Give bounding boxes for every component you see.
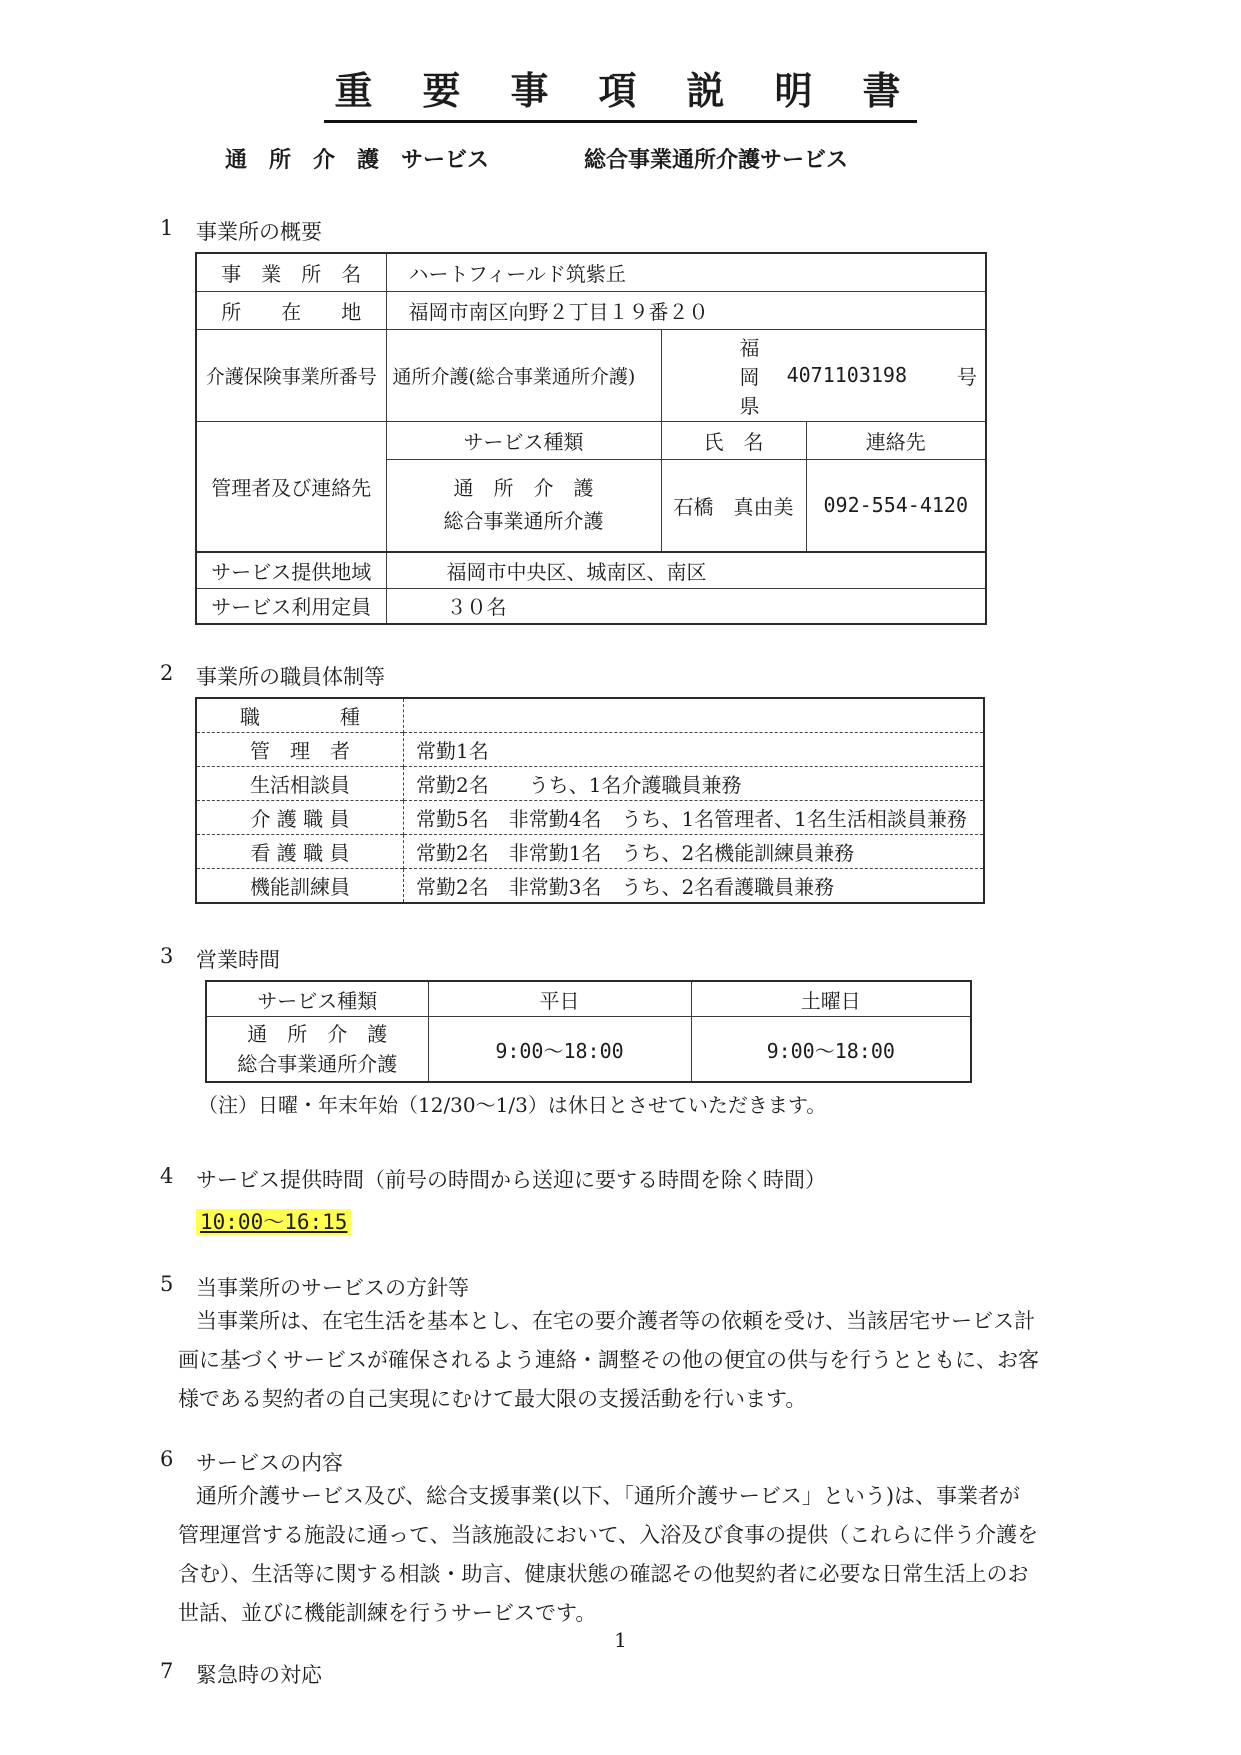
hours-service-types (206, 1017, 428, 1083)
title-block (0, 0, 1241, 123)
section-6-title: サービスの内容 (196, 1451, 343, 1475)
license-number-cell (661, 329, 986, 421)
staff-role: 看 護 職 員 (196, 835, 404, 869)
table-row (196, 733, 984, 767)
staff-detail: 常勤2名 非常勤3名 うち、2名看護職員兼務 (404, 869, 985, 904)
staff-role: 管 理 者 (196, 733, 404, 767)
table-row (196, 835, 984, 869)
service-type-line2: 総合事業通所介護 (443, 509, 604, 534)
hours-service-line1: 通 所 介 護 (247, 1022, 388, 1046)
office-name-value: ハートフィールド筑紫丘 (386, 253, 986, 291)
section-4-heading (160, 1164, 1241, 1194)
section-3-number: 3 (160, 944, 174, 968)
paragraph-line: 様である契約者の自己実現にむけて最大限の支援活動を行います。 (178, 1387, 807, 1411)
manager-contact-label: 管理者及び連絡先 (196, 421, 386, 552)
page-number: 1 (614, 1628, 627, 1652)
hours-col-saturday: 土曜日 (691, 981, 971, 1017)
section-6-number: 6 (160, 1447, 174, 1471)
saturday-hours-value: 9:00～18:00 (691, 1017, 971, 1083)
service-time-line (196, 1206, 1241, 1236)
section-7-heading (160, 1659, 1241, 1689)
section-3-heading (160, 944, 1241, 974)
table-row (196, 767, 984, 801)
table-row (196, 588, 986, 624)
capacity-label: サービス利用定員 (196, 588, 386, 624)
table-row (196, 552, 986, 588)
table-row (196, 291, 986, 329)
paragraph-line: 管理運営する施設に通って、当該施設において、入浴及び食事の提供（これらに伴う介護を (178, 1523, 1039, 1547)
staffing-table (195, 697, 985, 904)
staff-role: 介 護 職 員 (196, 801, 404, 835)
license-prefecture: 福岡県 (739, 335, 760, 418)
table-row (206, 1017, 971, 1083)
section-7-title: 緊急時の対応 (196, 1663, 322, 1687)
staff-detail: 常勤1名 (404, 733, 985, 767)
office-overview-table (195, 252, 987, 625)
staff-detail-header (404, 698, 985, 733)
section-7-number: 7 (160, 1659, 174, 1683)
manager-service-types (386, 459, 661, 552)
service-type-header: サービス種類 (386, 421, 661, 459)
contact-header: 連絡先 (806, 421, 986, 459)
table-row (196, 253, 986, 291)
section-5-title: 当事業所のサービスの方針等 (196, 1276, 469, 1300)
paragraph-line: 当事業所は、在宅生活を基本とし、在宅の要介護者等の依頼を受け、当該居宅サービス計 (196, 1309, 1036, 1333)
name-header: 氏 名 (661, 421, 806, 459)
license-suffix: 号 (957, 364, 977, 389)
staff-role: 機能訓練員 (196, 869, 404, 904)
holiday-note: （注）日曜・年末年始（12/30～1/3）は休日とさせていただきます。 (198, 1093, 827, 1117)
license-number-label: 介護保険事業所番号 (196, 329, 386, 421)
section-1-heading (160, 216, 1241, 246)
section-4-title: サービス提供時間（前号の時間から送迎に要する時間を除く時間） (196, 1168, 826, 1192)
section-2-title: 事業所の職員体制等 (196, 665, 385, 689)
section-2-heading (160, 661, 1241, 691)
paragraph-line: 世話、並びに機能訓練を行うサービスです。 (178, 1601, 597, 1625)
capacity-value: ３０名 (386, 588, 986, 624)
hours-service-line2: 総合事業通所介護 (237, 1052, 398, 1076)
weekday-hours-value: 9:00～18:00 (428, 1017, 691, 1083)
table-row (196, 801, 984, 835)
section-5-heading (160, 1272, 1241, 1302)
paragraph-line: 画に基づくサービスが確保されるよう連絡・調整その他の便宜の供与を行うとともに、お客 (178, 1348, 1039, 1372)
table-row (196, 421, 986, 459)
table-row (196, 869, 984, 904)
section-1-title: 事業所の概要 (196, 220, 322, 244)
subtitle-service-right: 総合事業通所介護サービス (584, 147, 849, 173)
office-name-label: 事 業 所 名 (196, 253, 386, 291)
policy-paragraph (178, 1302, 1241, 1419)
staff-detail: 常勤2名 非常勤1名 うち、2名機能訓練員兼務 (404, 835, 985, 869)
highlighted-service-time: 10:00～16:15 (196, 1209, 351, 1235)
section-2-number: 2 (160, 661, 174, 685)
address-value: 福岡市南区向野２丁目１９番２０ (386, 291, 986, 329)
table-row (196, 698, 984, 733)
document-title: 重 要 事 項 説 明 書 (324, 60, 916, 123)
table-row (196, 329, 986, 421)
license-type-value: 通所介護(総合事業通所介護) (386, 329, 661, 421)
service-area-label: サービス提供地域 (196, 552, 386, 588)
section-1-number: 1 (160, 216, 174, 240)
service-area-value: 福岡市中央区、城南区、南区 (386, 552, 986, 588)
staff-detail: 常勤5名 非常勤4名 うち、1名管理者、1名生活相談員兼務 (404, 801, 985, 835)
hours-col-weekday: 平日 (428, 981, 691, 1017)
staff-role: 生活相談員 (196, 767, 404, 801)
hours-col-service: サービス種類 (206, 981, 428, 1017)
address-label: 所 在 地 (196, 291, 386, 329)
document-subtitle (225, 143, 1241, 174)
license-number-value: 4071103198 (786, 363, 907, 387)
business-hours-table (205, 980, 972, 1083)
table-row (206, 981, 971, 1017)
section-4-number: 4 (160, 1164, 174, 1188)
subtitle-service-left: 通 所 介 護 サービス (225, 147, 490, 173)
section-6-heading (160, 1447, 1241, 1477)
staff-detail: 常勤2名 うち、1名介護職員兼務 (404, 767, 985, 801)
manager-name-value: 石橋 真由美 (661, 459, 806, 552)
service-type-line1: 通 所 介 護 (453, 476, 594, 501)
section-5-number: 5 (160, 1272, 174, 1296)
paragraph-line: 含む）、生活等に関する相談・助言、健康状態の確認その他契約者に必要な日常生活上のお (178, 1562, 1029, 1586)
staff-role-header: 職 種 (196, 698, 404, 733)
section-3-title: 営業時間 (196, 948, 280, 972)
service-content-paragraph (178, 1477, 1241, 1633)
paragraph-line: 通所介護サービス及び、総合支援事業(以下、「通所介護サービス」という)は、事業者が (196, 1484, 1021, 1508)
manager-phone-value: 092-554-4120 (806, 459, 986, 552)
